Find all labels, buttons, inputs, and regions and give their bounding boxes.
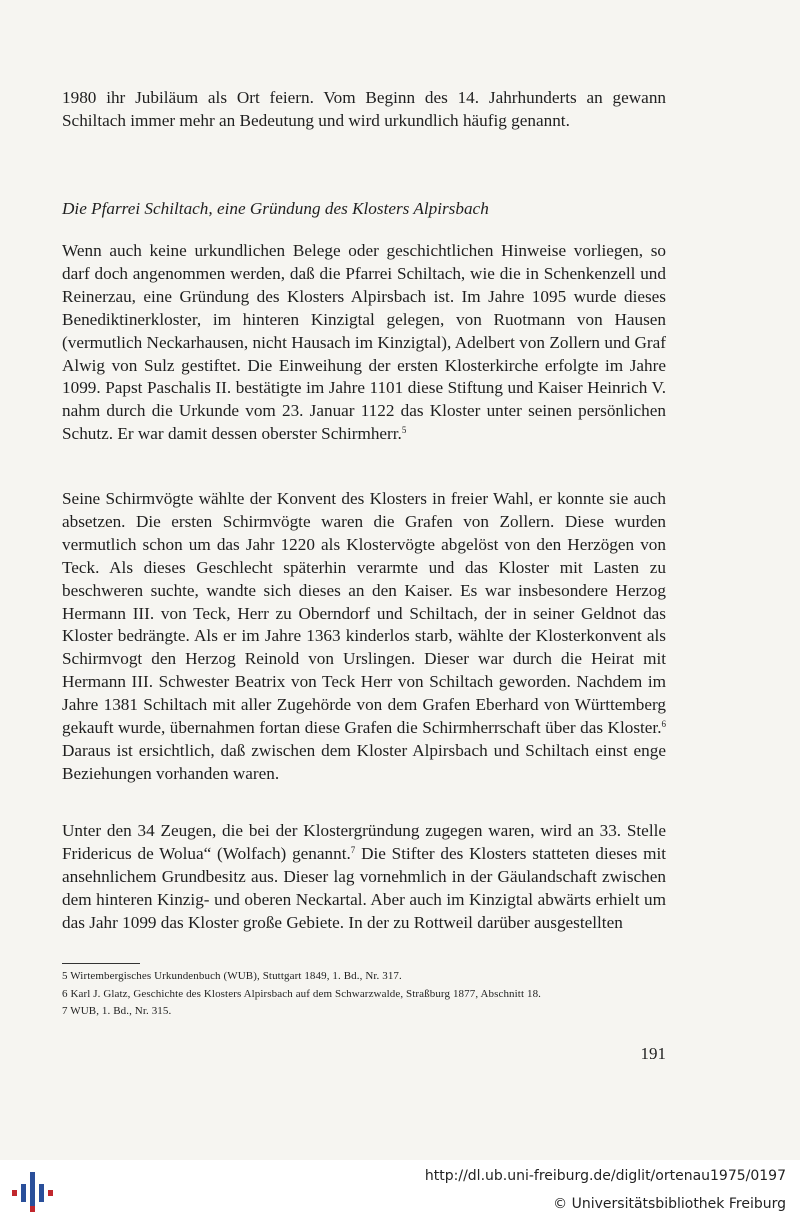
paragraph-2-text-b: Daraus ist ersichtlich, daß zwischen dem Kloster Alpirsbach und Schiltach einst enge Beziehungen vorhanden waren. [62, 740, 666, 783]
footnote-ref-5: 5 [401, 425, 407, 436]
intro-paragraph: 1980 ihr Jubiläum als Ort feiern. Vom Beginn des 14. Jahrhunderts an gewann Schiltach immer mehr an Bedeutung und wird urkundlich häufig genannt. [62, 88, 666, 130]
paragraph-2 [62, 488, 666, 786]
section-heading: Die Pfarrei Schiltach, eine Gründung des Klosters Alpirsbach [62, 199, 489, 218]
paragraph-1-text: Wenn auch keine urkundlichen Belege oder geschichtlichen Hinweise vorliegen, so darf doch angenommen werden, daß die Pfarrei Schiltach, wie die in Schenkenzell und Reinerzau, eine Gründung des Klosters Alpirsbach ist. Im Jahre 1095 wurde dieses Benediktinerkloster, im hinteren Kinzigtal gelegen, von Ruotmann von Hausen (vermutlich Neckarhausen, nicht Hausach im Kinzigtal), Adelbert von Zollern und Graf Alwig von Sulz gestiftet. Die Einweihung der ersten Klosterkirche erfolgte im Jahre 1099. Papst Paschalis II. bestätigte im Jahre 1101 diese Stiftung und Kaiser Heinrich V. nahm durch die Urkunde vom 23. Januar 1122 das Kloster unter seinen persönlichen Schutz. Er war damit dessen oberster Schirmherr. [62, 241, 666, 444]
page-number: 191 [640, 1044, 666, 1063]
footnote-5: 5 Wirtembergisches Urkundenbuch (WUB), Stuttgart 1849, 1. Bd., Nr. 317. [62, 970, 402, 982]
footnote-ref-6: 6 [661, 719, 666, 730]
footnote-6: 6 Karl J. Glatz, Geschichte des Klosters Alpirsbach auf dem Schwarzwalde, Straßburg 1877, Abschnitt 18. [62, 988, 542, 1000]
paragraph-2-text-a: Seine Schirmvögte wählte der Konvent des Klosters in freier Wahl, er konnte sie auch absetzen. Die ersten Schirmvögte waren die Grafen von Zollern. Diese wurden vermutlich schon um das Jahr 1220 als Klostervögte abgelöst von den Herzögen von Teck. Als dieses Geschlecht späterhin verarmte und das Kloster mit Lasten zu beschweren suchte, wandte sich dieses an den Kaiser. Es war insbesondere Herzog Hermann III. von Teck, Herr zu Oberndorf und Schiltach, der in seiner Geldnot das Kloster bedrängte. Als er im Jahre 1363 kinderlos starb, wählte der Klosterkonvent als Schirmvogt den Herzog Reinold von Urslingen. Dieser war durch die Heirat mit Hermann III. Schwester Beatrix von Teck Herr von Schiltach geworden. Nachdem im Jahre 1381 Schiltach mit aller Zugehörde von dem Grafen Eberhard von Württemberg gekauft wurde, übernahmen fortan diese Grafen die Schirmherrschaft über das Kloster. [62, 489, 666, 738]
paragraph-1 [62, 240, 666, 446]
source-url-link[interactable]: http://dl.ub.uni-freiburg.de/diglit/ortenau1975/0197 [424, 1168, 786, 1184]
copyright-notice: © Universitätsbibliothek Freiburg [553, 1196, 786, 1212]
library-logo-icon [10, 1170, 54, 1214]
paragraph-3-text-a: Unter den 34 Zeugen, die bei der Klostergründung zugegen waren, wird an 33. Stelle Fridericus de Wolua“ (Wolfach) genannt. [62, 821, 666, 863]
footnote-ref-7: 7 [350, 844, 356, 855]
footnote-divider [62, 963, 140, 964]
footnote-7: 7 WUB, 1. Bd., Nr. 315. [62, 1005, 172, 1017]
paragraph-3 [62, 820, 666, 935]
paragraph-3-text-b: Die Stifter des Klosters statteten dieses mit ansehnlichem Grundbesitz aus. Dieser lag vornehmlich in der Gäulandschaft zwischen dem hinteren Kinzig- und oberen Neckartal. Aber auch im Kinzigtal abwärts erhielt um das Jahr 1099 das Kloster große Gebiete. In der zu Rottweil darüber ausgestellten [62, 843, 666, 932]
